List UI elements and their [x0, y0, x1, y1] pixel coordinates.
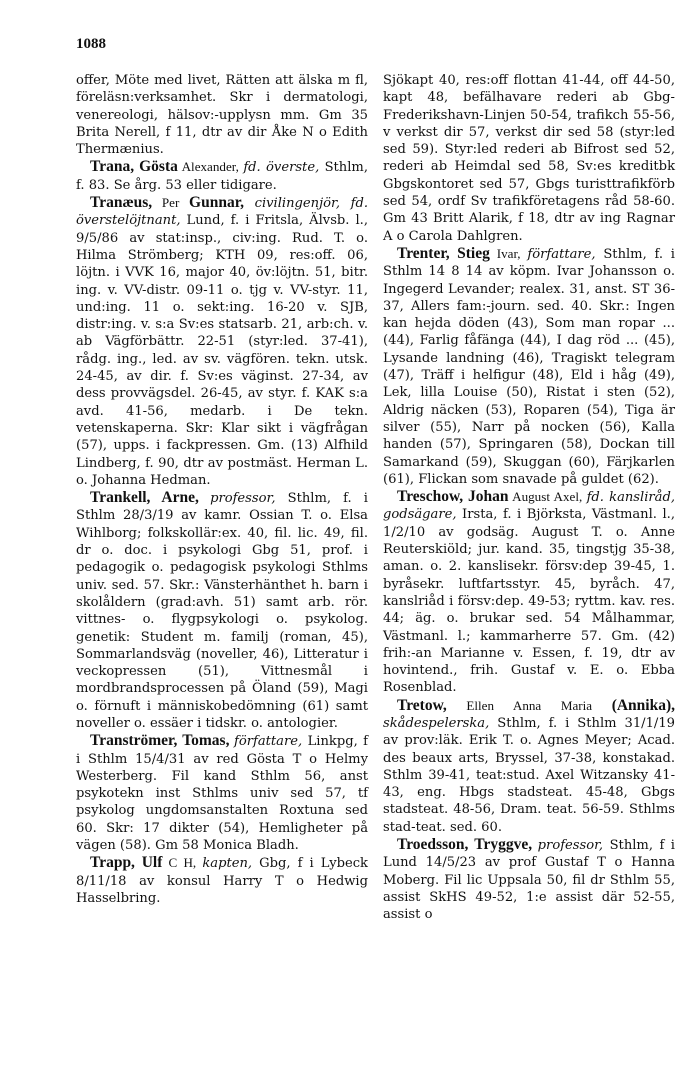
- entry-text: Sthlm, f. i Sthlm 14 8 14 av köpm. Ivar Johansson o. Ingegerd Levander; realex. 31, anst. ST 36-37, Allers fam:-journ. sed. 40. Skr.: Ingen kan hejda döden (43), Som man ropar ... (44), Farlig fåfänga (44), I dag röd ... (45), Lysande landning (46), Tragiskt telegram (47), Träff i helfigur (48), Eld i håg (49), Lek, lilla Louise (50), Ristat i sten (52), Aldrig näcken (53), Roparen (54), Tiga är silver (55), Narr på nocken (56), Kalla handen (57), Springaren (58), Dockan till Samarkand (59), Skuggan (60), Färjkarlen (61), Flickan som snavade på guldet (62).: [383, 246, 675, 487]
- entry-surname: Trenter, Stieg: [397, 244, 490, 262]
- entry-given: Per: [152, 195, 190, 211]
- entry-trana: [76, 158, 368, 194]
- page-number: 1088: [76, 36, 106, 52]
- entry-title: civilingenjör, fd. överstelöjtnant,: [76, 196, 368, 229]
- entry-text: Lund, f. i Fritsla, Älvsb. l., 9/5/86 av stat:insp., civ:ing. Rud. T. o. Hilma Strömberg; KTH 09, res:off. 06, löjtn. i VVK 16, major 40, öv:löjtn. 51, bitr. ing. v. VV-distr. 09-11 o. tjg v. VV-styr. 11, und:ing. 11 o. sekt:ing. 16-20 v. SJB, distr:ing. v. s:a Sv:es statsarb. 21, arb:ch. v. ab Vägförbättr. 22-51 (styr:led. 37-41), rådg. ing., led. av sv. vägfören. tekn. utsk. 24-45, av dir. f. Sv:es väginst. 27-34, av dess provvägsdel. 26-45, av styr. f. KAK s:a avd. 41-56, medarb. i De tekn. vetenskaperna. Skr: Klar sikt i vägfrågan (57), upps. i fackpressen. Gm. (13) Alfhild Lindberg, f. 90, dtr av postmäst. Herman L. o. Johanna Hedman.: [76, 213, 368, 488]
- entry-given: Ellen Anna Maria: [446, 697, 612, 713]
- entry-treschow: [383, 488, 675, 697]
- entry-continuation: offer, Möte med livet, Rätten att älska m fl, föreläsn:verksamhet. Skr i dermatologi, venereologi, hälsov:-upplysn mm. Gm 35 Brita Nerell, f 11, dtr av dir Åke N o Edith Thermænius.: [76, 73, 368, 158]
- entry-surname: Tranströmer, Tomas,: [90, 732, 230, 750]
- entry-given-bold: (Annika),: [611, 696, 675, 714]
- entry-given: C H,: [162, 855, 203, 871]
- entry-text: Irsta, f. i Björksta, Västmanl. l., 1/2/10 av godsäg. August T. o. Anne Reuterskiöld; jur. kand. 35, tingstjg 35-38, aman. o. 2. kanslisekr. försv:dep 39-45, 1. byråsekr. luftfartsstyr. 45, byråch. 47, kanslriåd i försv:dep. 49-53; ryttm. kav. res. 44; äg. o. brukar sed. 54 Målhammar, Västmanl. l.; kammarherre 57. Gm. (42) frih:-an Marianne v. Essen, f. 19, dtr av hovintend., frih. Gustaf v. E. o. Ebba Rosenblad.: [383, 507, 675, 696]
- entry-surname: Trapp, Ulf: [90, 854, 163, 872]
- entry-title: fd. kansliråd, godsägare,: [383, 490, 676, 523]
- entry-text: Sthlm, f. i Sthlm 28/3/19 av kamr. Ossian T. o. Elsa Wihlborg; folkskollär:ex. 40, fil. lic. 49, fil. dr o. doc. i psykologi Gbg 51, prof. i pedagogik o. pedagogisk psykologi Sthlms univ. sed. 57. Skr.: Vänsterhänthet h. barn i skolåldern (grad:avh. 51) samt arb. rör. vittnes- o. flygpsykologi o. psykolog. genetik: Student m. familj (roman, 45), Sommarlandsväg (noveller, 46), Litteratur i veckopressen (51), Vittnesmål i mordbrandsprocessen på Öland (59), Magi o. förnuft i människobedömning (61) samt noveller o. essäer i tidskr. o. antologier.: [76, 491, 368, 731]
- entry-text: Sthlm, f. i Sthlm 31/1/19 av prov:läk. Erik T. o. Agnes Meyer; Acad. des beaux arts, Bryssel, 37-38, konstakad. Sthlm 39-41, teat:stud. Axel Witzansky 41-43, eng. Hbgs stadsteat. 45-48, Gbgs stadsteat. 48-56, Dram. teat. 56-59. Sthlms stad-teat. sed. 60.: [383, 715, 675, 835]
- entry-transtromer: [76, 732, 368, 854]
- entry-title: professor,: [537, 838, 604, 854]
- entry-given: [199, 490, 210, 505]
- entry-given-bold: Gunnar,: [189, 194, 245, 212]
- right-column: [383, 72, 675, 924]
- entry-surname: Tranæus,: [90, 194, 153, 212]
- entry-trankell: [76, 489, 368, 732]
- entry-title: författare,: [527, 246, 596, 262]
- left-column: [76, 72, 368, 907]
- entry-surname: Troedsson, Tryggve,: [397, 836, 533, 854]
- entry-title: professor,: [210, 491, 276, 507]
- entry-trenter: [383, 245, 675, 488]
- entry-surname: Trana, Gösta: [90, 158, 178, 176]
- entry-title: skådespelerska,: [383, 715, 490, 731]
- entry-given: Alexander,: [177, 159, 244, 175]
- entry-title: kapten,: [202, 856, 253, 872]
- entry-surname: Trankell, Arne,: [90, 489, 199, 507]
- entry-trapp: [76, 854, 368, 907]
- entry-text: Sthlm, f. 83. Se årg. 53 eller tidigare.: [76, 160, 368, 193]
- entry-text: Linkpg, f i Sthlm 15/4/31 av red Gösta T o Helmy Westerberg. Fil kand Sthlm 56, anst psykotekn inst Sthlms univ sed 57, tf psykolog ungdomsanstalten Roxtuna sed 60. Skr: 17 dikter (54), Hemligheter på vägen (58). Gm 58 Monica Bladh.: [76, 734, 368, 854]
- entry-surname: Tretow,: [397, 696, 447, 714]
- entry-troedsson: [383, 836, 675, 923]
- entry-title: författare,: [234, 734, 303, 750]
- entry-tranaeus: [76, 194, 368, 489]
- entry-tretow: [383, 697, 675, 836]
- entry-given: August Axel,: [508, 489, 587, 505]
- entry-given: Ivar,: [489, 245, 528, 261]
- entry-surname: Treschow, Johan: [397, 488, 509, 506]
- entry-continuation: Sjökapt 40, res:off flottan 41-44, off 44-50, kapt 48, befälhavare rederi ab Gbg-Frederikshavn-Linjen 50-54, trafikch 55-56, v verkst dir 57, verkst dir sed 58 (styr:led sed 59). Styr:led rederi ab Bifrost sed 52, rederi ab Heimdal sed 58, Sv:es kreditbk Gbgskontoret sed 57, Gbgs turisttrafikförb sed 54, ordf Sv trafikföretagens råd 58-60. Gm 43 Britt Alarik, f 18, dtr av ing Ragnar A o Carola Dahlgren.: [383, 73, 675, 244]
- entry-title: fd. överste,: [243, 160, 320, 176]
- entry-text: Sthlm, f i Lund 14/5/23 av prof Gustaf T o Hanna Moberg. Fil lic Uppsala 50, fil dr Sthlm 55, assist SkHS 49-52, 1:e assist där 52-55, assist o: [383, 838, 675, 923]
- entry-text: Gbg, f i Lybeck 8/11/18 av konsul Harry T o Hedwig Hasselbring.: [76, 856, 368, 906]
